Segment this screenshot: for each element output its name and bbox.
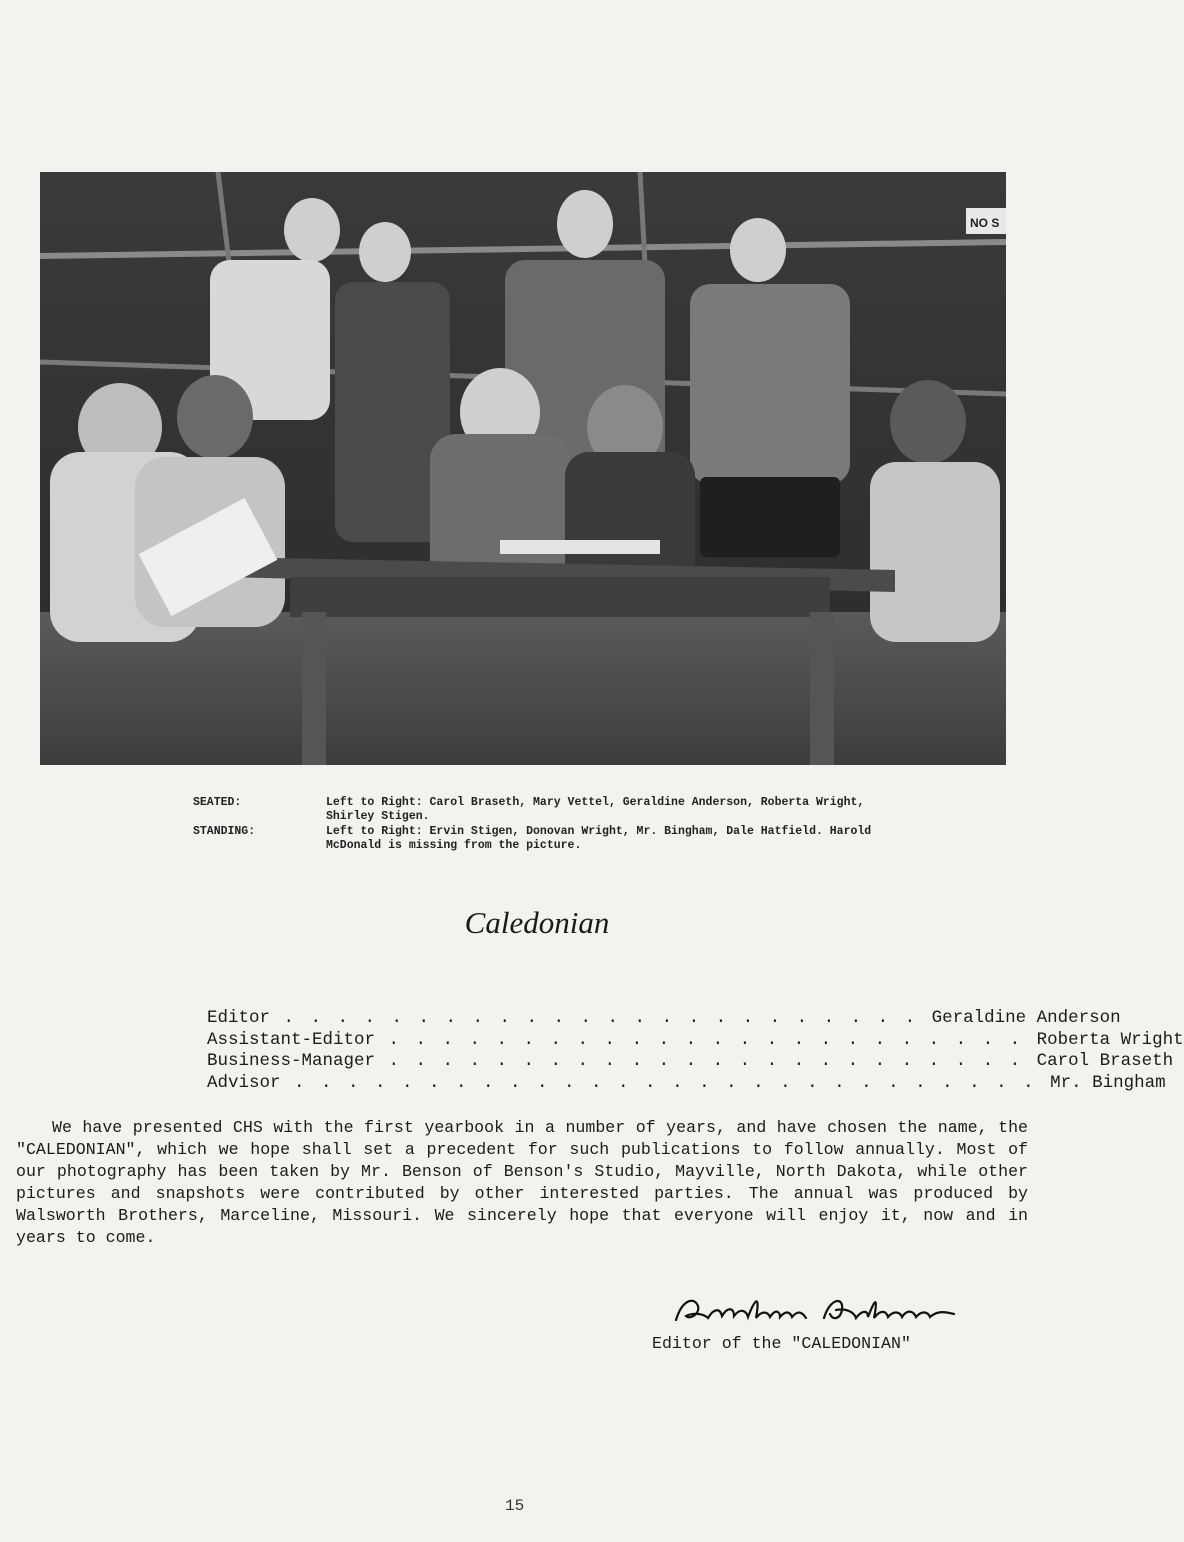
- staff-role: Assistant-Editor: [207, 1029, 376, 1050]
- signature-label: Editor of the "CALEDONIAN": [652, 1334, 911, 1353]
- page-number: 15: [505, 1497, 525, 1515]
- staff-role: Editor: [207, 1008, 271, 1028]
- staff-row: Editor . . . . . . . . . . . . . . . . . . . . . . . . Geraldine Anderson: [207, 1008, 1121, 1028]
- editor-signature: [664, 1290, 974, 1330]
- seated-names: Left to Right: Carol Braseth, Mary Vettel, Geraldine Anderson, Roberta Wright, Shirley Stigen.: [326, 796, 865, 823]
- staff-name: Mr. Bingham: [1050, 1072, 1166, 1093]
- staff-role: Business-Manager: [207, 1051, 376, 1071]
- editor-message: We have presented CHS with the first yearbook in a number of years, and have chosen the name, the "CALEDONIAN", which we hope shall set a precedent for such publications to follow annually. Most of our photography has been taken by Mr. Benson of Benson's Studio, Mayville, North Dakota, while other pictures and snapshots were contributed by other interested parties. The annual was produced by Walsworth Brothers, Marceline, Missouri. We sincerely hope that everyone will enjoy it, now and in years to come.: [16, 1118, 1028, 1247]
- staff-row: Assistant-Editor . . . . . . . . . . . . . . . . . . . . . . . . Roberta Wright: [207, 1029, 1184, 1050]
- staff-role: Advisor: [207, 1072, 281, 1093]
- wall-sign: NO S: [970, 216, 1000, 230]
- staff-group-photo: [40, 172, 1006, 765]
- standing-label: STANDING:: [193, 825, 256, 838]
- staff-name: Roberta Wright: [1036, 1029, 1184, 1050]
- staff-list: [207, 1008, 1184, 1094]
- standing-names: Left to Right: Ervin Stigen, Donovan Wright, Mr. Bingham, Dale Hatfield. Harold McDonald is missing from the picture.: [326, 825, 872, 852]
- seated-label: SEATED:: [193, 796, 242, 809]
- staff-name: Carol Braseth: [1036, 1051, 1174, 1071]
- page-title: Caledonian: [464, 905, 610, 940]
- photo-caption: [193, 796, 913, 854]
- staff-row: Business-Manager . . . . . . . . . . . . . . . . . . . . . . . . Carol Braseth: [207, 1051, 1174, 1071]
- staff-name: Geraldine Anderson: [931, 1008, 1121, 1028]
- staff-row: Advisor . . . . . . . . . . . . . . . . . . . . . . . . . . . . Mr. Bingham: [207, 1072, 1166, 1093]
